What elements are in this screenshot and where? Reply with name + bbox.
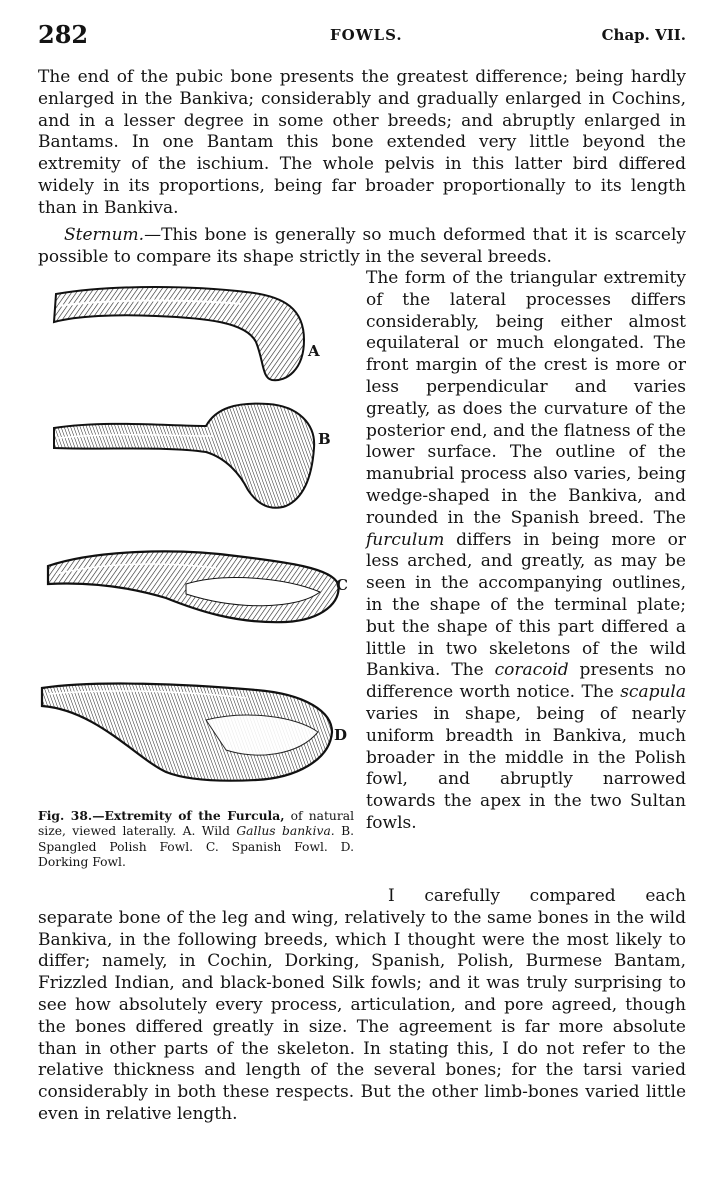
page-header [38, 20, 686, 50]
caption-species: Gallus bankiva. [236, 824, 335, 839]
paragraph-sternum-column [366, 268, 686, 835]
furcula-c-drawing [48, 551, 339, 622]
furcula-illustration [36, 280, 361, 810]
furcula-b-drawing [54, 404, 314, 508]
sternum-intro-text: —This bone is generally so much deformed that it is scarcely possible to compare its shape strictly in the several breeds. [38, 225, 686, 267]
figure-label-b: B [318, 430, 331, 448]
sternum-text-b: differs in being more or less arched, and greatly, as may be seen in the accompanying outlines, in the shape of the terminal plate; but the shape of this part differed a little in two skeletons of the wild Bankiva. The [366, 529, 686, 681]
figure-label-a: A [308, 342, 320, 360]
furcula-figure [36, 280, 361, 810]
term-scapula: scapula [620, 682, 686, 703]
term-coracoid: coracoid [494, 660, 569, 681]
figure-label-d: D [334, 726, 348, 744]
term-furculum: furculum [366, 529, 445, 550]
figure-caption [38, 808, 354, 870]
sternum-text-a: The form of the triangular extremity of the lateral processes differs considerably, being either almost equilateral or much elongated. The front margin of the crest is more or less perpendicular and varies greatly, as does the curvature of the posterior end, and the flatness of the lower surface. The outline of the manubrial process also varies, being wedge-shaped in the Bankiva, and rounded in the Spanish breed. The [366, 268, 686, 528]
caption-text-b: B. Spangled Polish Fowl. C. Spanish Fowl. D. Dorking Fowl. [38, 824, 355, 869]
caption-text-a: of natural size, viewed laterally. A. Wild [38, 809, 354, 839]
figure-label-c: C [336, 576, 348, 594]
chapter-label: Chap. VII. [601, 26, 686, 44]
furcula-d-drawing [42, 684, 332, 781]
paragraph-pubic-bone: The end of the pubic bone presents the greatest difference; being hardly enlarged in the Bankiva; considerably and gradually enlarged in Cochins, and in a lesser degree in some other breeds; and abruptly enlarged in Bantams. In one Bantam this bone extended very little beyond the extremity of the ischium. The whole pelvis in this latter bird differed widely in its proportions, being far broader proportionally to its length than in Bankiva. [38, 67, 686, 218]
sternum-text-d: varies in shape, being of nearly uniform breadth in Bankiva, much broader in the middle in the Polish fowl, and abruptly narrowed towards the apex in the two Sultan fowls. [366, 703, 686, 833]
term-sternum: Sternum. [64, 225, 145, 245]
sternum-text-c: presents no difference worth notice. The [366, 660, 686, 703]
furcula-a-drawing [54, 287, 304, 380]
caption-lead: Fig. 38.—Extremity of the Furcula, [38, 808, 285, 823]
paragraph-sternum-intro [38, 225, 686, 269]
paragraph-limb-bones: I carefully compared each separate bone of the leg and wing, relatively to the same bones in the wild Bankiva, in the following breeds, which I thought were the most likely to differ; namely, in Cochin, Dorking, Spanish, Polish, Burmese Bantam, Frizzled Indian, and black-boned Silk fowls; and it was truly surprising to see how absolutely every process, articulation, and pore agreed, though the bones differed greatly in size. The agreement is far more absolute than in other parts of the skeleton. In stating this, I do not refer to the relative thickness and length of the several bones; for the tarsi varied considerably in both these respects. But the other limb-bones varied little even in relative length. [38, 886, 686, 1124]
running-title: FOWLS. [330, 26, 403, 44]
page-number: 282 [38, 20, 89, 49]
